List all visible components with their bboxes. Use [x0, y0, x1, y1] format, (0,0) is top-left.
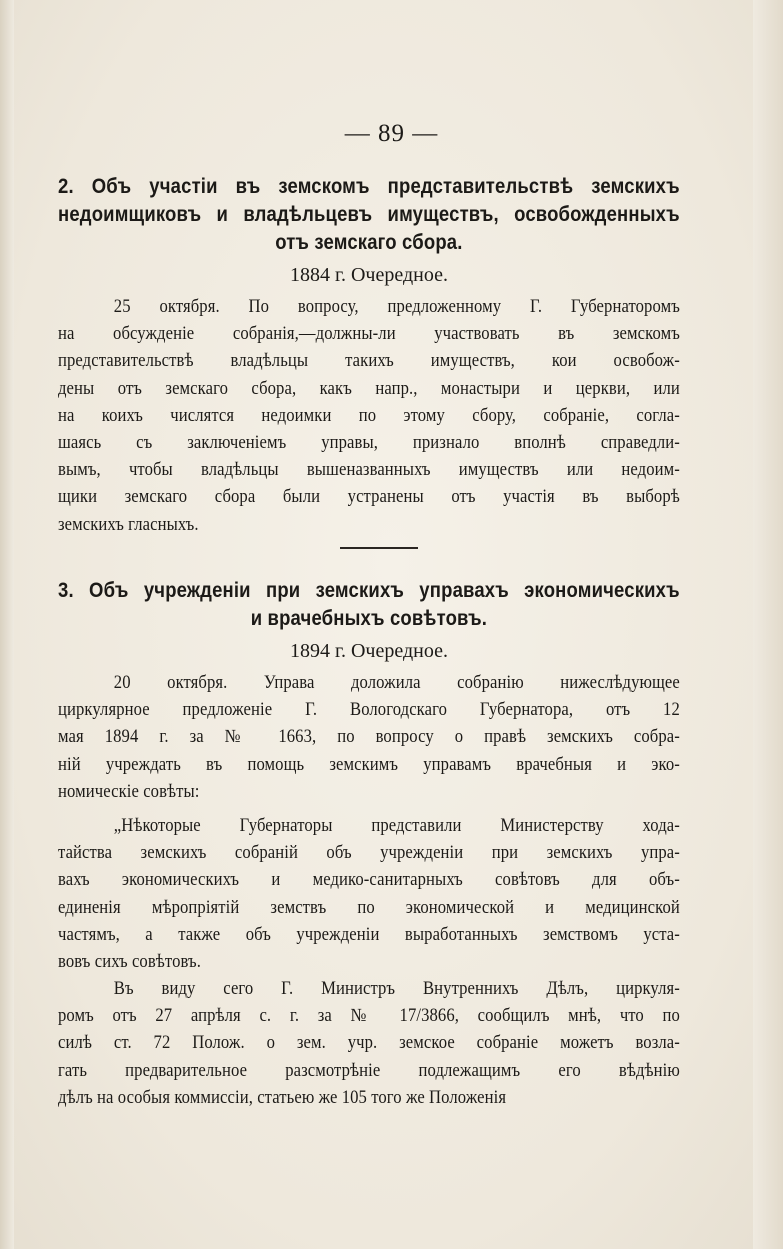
section3-heading-line1: 3. Объ учрежденіи при земскихъ управахъ экономическихъ	[58, 578, 680, 602]
section3-paragraph-b-line: тайства земскихъ собраній объ учрежденіи при земскихъ упра-	[58, 843, 680, 864]
section3-paragraph-c-line: силѣ ст. 72 Полож. о зем. учр. земское собраніе можетъ возла-	[58, 1033, 680, 1054]
section3-heading-line2: и врачебныхъ совѣтовъ.	[250, 606, 488, 630]
section3-paragraph-b	[58, 813, 680, 976]
section2-paragraph-line: представительствѣ владѣльцы такихъ имуществъ, кои освобож-	[58, 351, 680, 372]
section2-year: 1884 г. Очередное.	[290, 264, 448, 286]
section3-paragraph-b-line: единенія мѣропріятій земствъ по экономической и медицинской	[58, 897, 680, 918]
section3-year: 1894 г. Очередное.	[290, 640, 448, 662]
section3-paragraph-b-line: частямъ, а также объ учрежденіи выработанныхъ земствомъ уста-	[58, 924, 680, 945]
section3-paragraph-c-line: гать предварительное разсмотрѣніе подлежащимъ его вѣдѣнію	[58, 1060, 680, 1081]
section2-paragraph-line: 25 октября. По вопросу, предложенному Г. Губернаторомъ	[113, 297, 680, 317]
page-number: — 89 —	[344, 120, 439, 147]
section3-paragraph-b-line: „Нѣкоторые Губернаторы представили Министерству хода-	[113, 816, 680, 836]
section3-paragraph-c-line: Въ виду сего Г. Министръ Внутреннихъ Дѣлъ, циркуля-	[113, 979, 680, 999]
section2-paragraph-line: щики земскаго сбора были устранены отъ участія въ выборѣ	[58, 487, 680, 508]
section3-paragraph-a-line: мая 1894 г. за № 1663, по вопросу о правѣ земскихъ собра-	[58, 727, 680, 748]
section3-paragraph-c-line: ромъ отъ 27 апрѣля с. г. за № 17/3866, сообщилъ мнѣ, что по	[58, 1006, 680, 1027]
section2-heading-line2: недоимщиковъ и владѣльцевъ имуществъ, освобожденныхъ	[58, 202, 680, 226]
section3-heading	[58, 576, 680, 632]
section3-paragraph-a-line: 20 октября. Управа доложила собранію нижеслѣдующее	[113, 673, 680, 693]
section3-paragraph-b-line: вахъ экономическихъ и медико-санитарныхъ совѣтовъ для объ-	[58, 870, 680, 891]
section2-paragraph-line: вымъ, чтобы владѣльцы вышеназванныхъ имуществъ или недоим-	[58, 460, 680, 481]
section2-paragraph-line: на коихъ числятся недоимки по этому сбору, собраніе, согла-	[58, 405, 680, 426]
section2-paragraph-line: шаясь съ заключеніемъ управы, признало вполнѣ справедли-	[58, 433, 680, 454]
section2-paragraph-line: дены отъ земскаго сбора, какъ напр., монастыри и церкви, или	[58, 378, 680, 399]
section2-heading	[58, 172, 680, 256]
section2-heading-line1: 2. Объ участіи въ земскомъ представительствѣ земскихъ	[58, 174, 680, 198]
section2-paragraph-line: земскихъ гласныхъ.	[58, 514, 199, 535]
section3-paragraph-a-line: ній учреждать въ помощь земскимъ управамъ врачебныя и эко-	[58, 754, 680, 775]
section3-paragraph-c	[58, 976, 680, 1112]
section3-paragraph-b-line: вовъ сихъ совѣтовъ.	[58, 952, 201, 973]
section3-paragraph-a-line: циркулярное предложеніе Г. Вологодскаго Губернатора, отъ 12	[58, 700, 680, 721]
section2-paragraph	[58, 294, 680, 539]
section3-paragraph-a-line: номическіе совѣты:	[58, 781, 200, 802]
section-divider-rule	[340, 547, 418, 549]
section3-paragraph-c-line: дѣлъ на особыя коммиссіи, статьею же 105 того же Положенія	[58, 1087, 507, 1108]
section3-paragraph-a	[58, 670, 680, 806]
page-left-edge-shadow	[0, 0, 14, 1249]
section2-heading-line3: отъ земскаго сбора.	[275, 230, 463, 254]
section2-paragraph-line: на обсужденіе собранія,—должны-ли участвовать въ земскомъ	[58, 324, 680, 345]
page-right-edge-shadow	[753, 0, 783, 1249]
